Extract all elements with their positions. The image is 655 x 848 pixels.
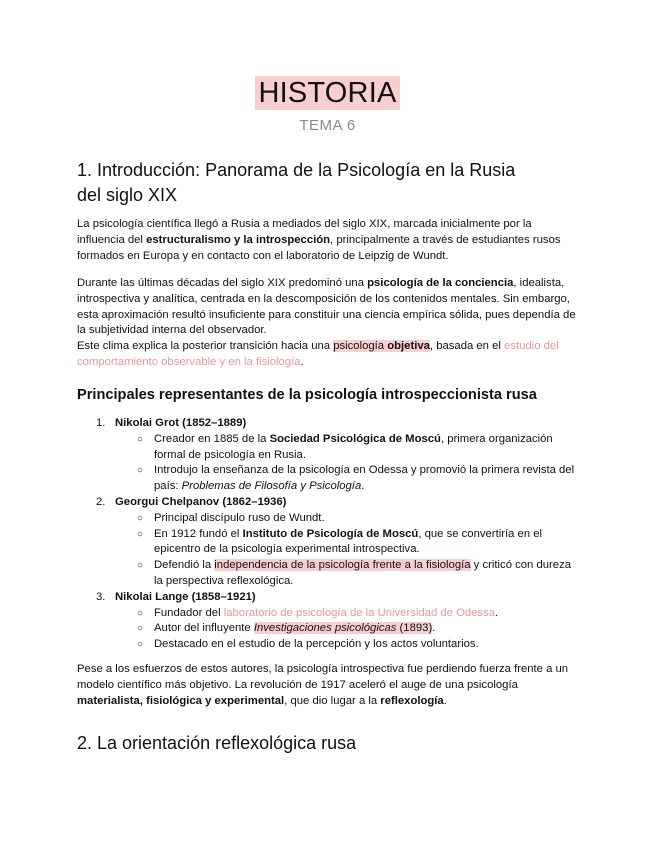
bold-run: Instituto de Psicología de Moscú bbox=[242, 527, 419, 540]
list-item-title: Nikolai Grot (1852–1889) bbox=[115, 417, 247, 429]
text-run: , primera organización formal de psicología en Rusia. bbox=[154, 432, 553, 461]
sub-item bbox=[77, 511, 577, 527]
text-run: . bbox=[432, 622, 436, 635]
text-run: . bbox=[443, 694, 447, 707]
text-run: . bbox=[300, 355, 304, 368]
text-run: Principal discípulo ruso de Wundt. bbox=[154, 511, 325, 524]
sub-item bbox=[77, 558, 577, 590]
text-run: Destacado en el estudio de la percepción y los actos voluntarios. bbox=[154, 638, 479, 651]
text-run: Este clima explica la posterior transición hacia una bbox=[77, 340, 334, 353]
representantes-heading: Principales representantes de la psicología introspeccionista rusa bbox=[77, 387, 537, 403]
text-run: . bbox=[361, 480, 365, 493]
text-run: Autor del influyente bbox=[154, 622, 254, 635]
sub-item bbox=[77, 527, 577, 559]
section-1-heading-line1: 1. Introducción: Panorama de la Psicología en la Rusia bbox=[77, 160, 516, 180]
sub-item bbox=[77, 621, 577, 637]
text-run: , que dio lugar a la bbox=[284, 694, 381, 707]
text-run: Creador en 1885 de la bbox=[154, 432, 270, 445]
list-item-title: Georgui Chelpanov (1862–1936) bbox=[115, 495, 287, 508]
pink-run: laboratorio de psicología de la Universidad de Odessa bbox=[223, 606, 496, 619]
text-run: , principalmente a través de estudiantes rusos formados en Europa y en contacto con el laboratorio de Leipzig de Wundt. bbox=[77, 233, 561, 262]
list-item-title: Nikolai Lange (1858–1921) bbox=[115, 590, 256, 603]
title-block bbox=[0, 76, 655, 110]
text-run: En 1912 fundó el bbox=[154, 527, 243, 540]
highlight-run: independencia de la psicología frente a la fisiología bbox=[214, 559, 471, 572]
text-run: , que se convertiría en el epicentro de la psicología experimental introspectiva. bbox=[154, 527, 543, 556]
text-run: y criticó con dureza la perspectiva reflexológica. bbox=[154, 559, 572, 587]
bold-run: objetiva bbox=[387, 340, 430, 353]
bullet-icon: ○ bbox=[137, 433, 144, 445]
bullet-icon: ○ bbox=[137, 623, 144, 635]
list-item bbox=[77, 416, 577, 495]
bold-run: materialista, fisiológica y experimental bbox=[77, 694, 285, 707]
pink-run: estudio del comportamiento observable y en la fisiología bbox=[77, 340, 559, 368]
paragraph-closing bbox=[77, 662, 577, 709]
page-title: HISTORIA bbox=[255, 76, 399, 110]
list-item bbox=[77, 495, 577, 590]
list-number: 2. bbox=[96, 495, 106, 508]
section-1-heading bbox=[77, 158, 597, 208]
page-subtitle: TEMA 6 bbox=[299, 117, 356, 134]
bullet-icon: ○ bbox=[137, 512, 144, 524]
bullet-icon: ○ bbox=[137, 560, 144, 572]
text-run: Pese a los esfuerzos de estos autores, la psicología introspectiva fue perdiendo fuerza frente a un modelo científico más objetivo. La revolución de 1917 aceleró el auge de una psicología bbox=[77, 663, 569, 691]
sub-item bbox=[77, 637, 577, 653]
sub-item bbox=[77, 432, 577, 464]
text-run: (1893) bbox=[396, 622, 433, 635]
sub-item bbox=[77, 606, 577, 622]
section-2-heading: 2. La orientación reflexológica rusa bbox=[77, 733, 357, 753]
italic-run: Problemas de Filosofía y Psicología bbox=[181, 480, 362, 493]
sub-item bbox=[77, 463, 577, 495]
highlight-run bbox=[333, 340, 430, 352]
text-run: Durante las últimas décadas del siglo XIX predominó una bbox=[77, 277, 368, 289]
text-run: . bbox=[495, 606, 499, 619]
italic-run: Investigaciones psicológicas bbox=[253, 622, 397, 635]
bold-run: Sociedad Psicológica de Moscú bbox=[269, 432, 441, 445]
paragraph-conciencia bbox=[77, 276, 577, 371]
bullet-icon: ○ bbox=[137, 607, 144, 619]
list-number: 3. bbox=[96, 590, 106, 603]
paragraph-intro bbox=[77, 217, 577, 264]
highlight-run bbox=[254, 622, 432, 634]
text-run: Defendió la bbox=[154, 559, 215, 572]
text-run: , idealista, introspectiva y analítica, centrada en la descomposición de los contenidos mentales. Sin embargo, esta aproximación resultó insuficiente para constituir una ciencia empírica sólida, pues dependía de la subjetividad interna del observador. bbox=[77, 277, 576, 337]
text-run: Introdujo la enseñanza de la psicología en Odessa y promovió la primera revista del país: bbox=[154, 464, 575, 493]
text-run: , basada en el bbox=[429, 340, 505, 353]
text-run: La psicología científica llegó a Rusia a mediados del siglo XIX, marcada inicialmente por la influencia del bbox=[77, 218, 532, 246]
list-item bbox=[77, 590, 577, 653]
representantes-list bbox=[77, 416, 577, 653]
bold-run: psicología de la conciencia bbox=[367, 277, 514, 289]
text-run: psicología bbox=[333, 340, 388, 353]
bold-run: reflexología bbox=[380, 694, 444, 707]
section-1-heading-line2: del siglo XIX bbox=[77, 185, 178, 205]
list-number: 1. bbox=[96, 417, 106, 429]
text-run: Fundador del bbox=[154, 606, 224, 619]
bullet-icon: ○ bbox=[137, 528, 144, 540]
bold-run: estructuralismo y la introspección bbox=[146, 233, 331, 246]
bullet-icon: ○ bbox=[137, 465, 144, 477]
bullet-icon: ○ bbox=[137, 639, 144, 651]
